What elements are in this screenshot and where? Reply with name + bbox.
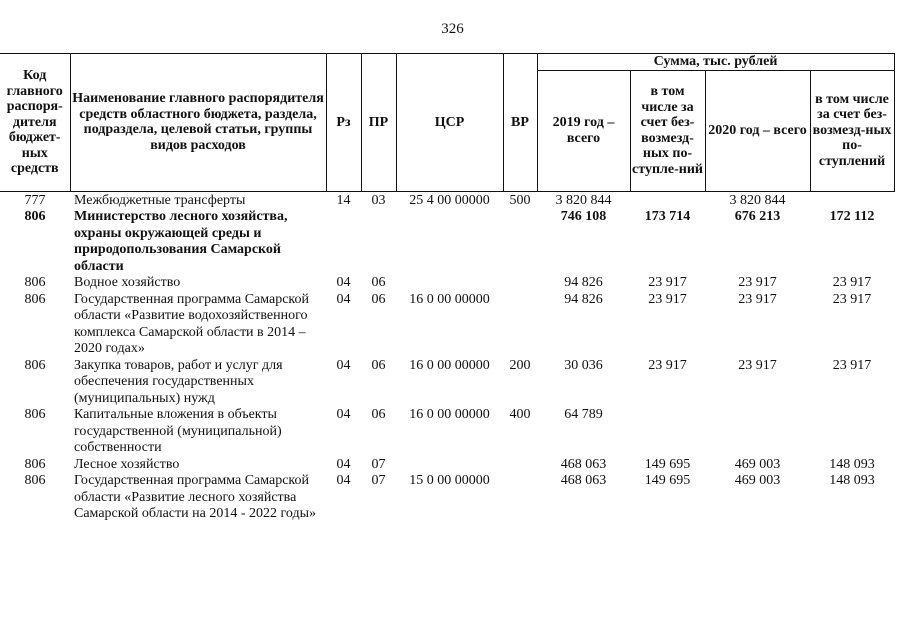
cell-csr: 16 0 00 00000 [409, 407, 490, 422]
cell-2020-total: 23 917 [738, 275, 777, 290]
cell-2019-total: 468 063 [560, 456, 607, 472]
cell-2019-grants: 23 917 [648, 357, 687, 373]
cell-vr [503, 473, 537, 523]
header-2020-total: 2020 год – всего [705, 70, 810, 191]
table-body [0, 191, 894, 523]
cell-name: Закупка товаров, работ и услуг для обеспечения государственных (муниципальных) нужд [74, 357, 283, 406]
cell-name: Государственная программа Самарской области «Развитие водохозяйственного комплекса Самарской области в 2014 – 2020 годах» [74, 291, 310, 356]
cell-2019-grants: 173 714 [644, 209, 691, 224]
cell-vr [503, 457, 537, 474]
cell-2020-total [705, 407, 810, 457]
cell-pr: 07 [371, 456, 386, 472]
cell-2020-grants: 23 917 [832, 291, 872, 307]
table-row [0, 275, 894, 292]
header-rz: Рз [326, 54, 361, 192]
cell-vr [503, 292, 537, 358]
cell-pr: 06 [371, 357, 386, 373]
cell-csr [396, 457, 503, 474]
cell-code: 806 [24, 275, 46, 290]
cell-name: Капитальные вложения в объекты государственной (муниципальной) собственности [74, 407, 282, 455]
cell-vr: 200 [509, 357, 531, 373]
cell-2019-grants [630, 407, 705, 457]
cell-pr: 06 [371, 291, 386, 307]
cell-rz: 04 [336, 357, 351, 373]
cell-code: 806 [24, 357, 46, 373]
cell-2020-total: 469 003 [734, 456, 781, 472]
cell-vr: 500 [509, 192, 531, 208]
cell-csr: 25 4 00 00000 [409, 192, 490, 208]
cell-2020-grants: 148 093 [829, 456, 875, 472]
cell-name: Межбюджетные трансферты [74, 192, 246, 208]
cell-2020-total: 23 917 [738, 291, 777, 307]
cell-2019-total: 3 820 844 [555, 192, 612, 208]
cell-2019-total: 94 826 [564, 291, 603, 307]
cell-rz [326, 209, 361, 275]
header-sum: Сумма, тыс. рублей [537, 54, 894, 71]
header-2019-total: 2019 год – всего [537, 70, 630, 191]
header-vr: ВР [503, 54, 537, 192]
cell-2020-total: 3 820 844 [729, 192, 786, 208]
cell-code: 806 [24, 456, 46, 472]
cell-csr: 15 0 00 00000 [409, 473, 490, 488]
table-header [0, 54, 894, 192]
cell-vr [503, 209, 537, 275]
header-csr: ЦСР [396, 54, 503, 192]
table-row [0, 209, 894, 275]
cell-rz: 04 [336, 291, 351, 307]
cell-2020-grants: 172 112 [829, 209, 875, 224]
cell-pr: 06 [371, 275, 386, 290]
cell-pr: 06 [371, 407, 386, 422]
cell-rz: 04 [336, 407, 351, 422]
cell-2019-total: 468 063 [560, 473, 607, 488]
table-row [0, 457, 894, 474]
cell-code: 806 [24, 473, 46, 488]
cell-2019-total: 64 789 [564, 407, 603, 422]
cell-rz: 04 [336, 473, 351, 488]
cell-code: 777 [24, 192, 46, 208]
cell-rz: 04 [336, 275, 351, 290]
cell-code: 806 [24, 407, 46, 422]
cell-name: Министерство лесного хозяйства, охраны окружающей среды и природопользования Самарской области [74, 209, 288, 274]
cell-2019-grants: 23 917 [648, 291, 687, 307]
header-code: Код главного распоря-дителя бюджет-ных средств [0, 54, 70, 192]
cell-2020-total: 676 213 [734, 209, 781, 224]
cell-2020-grants: 148 093 [829, 473, 875, 488]
header-pr: ПР [361, 54, 396, 192]
table-row [0, 191, 894, 209]
cell-2019-grants: 149 695 [644, 473, 691, 488]
cell-2019-total: 746 108 [560, 209, 607, 224]
table-row [0, 407, 894, 457]
cell-csr [396, 275, 503, 292]
cell-2020-grants: 23 917 [832, 275, 872, 290]
cell-pr [361, 209, 396, 275]
cell-vr: 400 [509, 407, 531, 422]
cell-rz: 14 [336, 192, 351, 208]
cell-vr [503, 275, 537, 292]
cell-2020-grants: 23 917 [832, 357, 872, 373]
cell-2020-grants [810, 407, 894, 457]
cell-name: Водное хозяйство [74, 275, 181, 290]
header-name: Наименование главного распорядителя средств областного бюджета, раздела, подраздела, целевой статьи, группы видов расходов [70, 54, 326, 192]
cell-name: Лесное хозяйство [74, 456, 180, 472]
cell-pr: 03 [371, 192, 386, 208]
cell-2020-total: 469 003 [734, 473, 781, 488]
cell-pr: 07 [371, 473, 386, 488]
cell-2019-grants: 23 917 [648, 275, 687, 290]
table-row [0, 358, 894, 408]
cell-csr: 16 0 00 00000 [409, 291, 490, 307]
cell-rz: 04 [336, 456, 351, 472]
cell-2020-total: 23 917 [738, 357, 777, 373]
cell-code: 806 [24, 209, 46, 224]
budget-table [0, 53, 895, 523]
table-row [0, 292, 894, 358]
cell-2019-total: 94 826 [564, 275, 603, 290]
table-row [0, 473, 894, 523]
cell-csr [396, 209, 503, 275]
header-2020-grants: в том числе за счет без-возмезд-ных по-ступлений [810, 70, 894, 191]
cell-code: 806 [24, 291, 46, 307]
header-2019-grants: в том числе за счет без-возмезд-ных по-ступле-ний [630, 70, 705, 191]
cell-csr: 16 0 00 00000 [409, 357, 490, 373]
cell-2019-total: 30 036 [564, 357, 603, 373]
cell-name: Государственная программа Самарской области «Развитие лесного хозяйства Самарской области на 2014 - 2022 годы» [74, 473, 317, 521]
cell-2019-grants: 149 695 [644, 456, 691, 472]
cell-2020-grants [810, 191, 894, 209]
page-number: 326 [441, 21, 464, 37]
cell-2019-grants [630, 191, 705, 209]
